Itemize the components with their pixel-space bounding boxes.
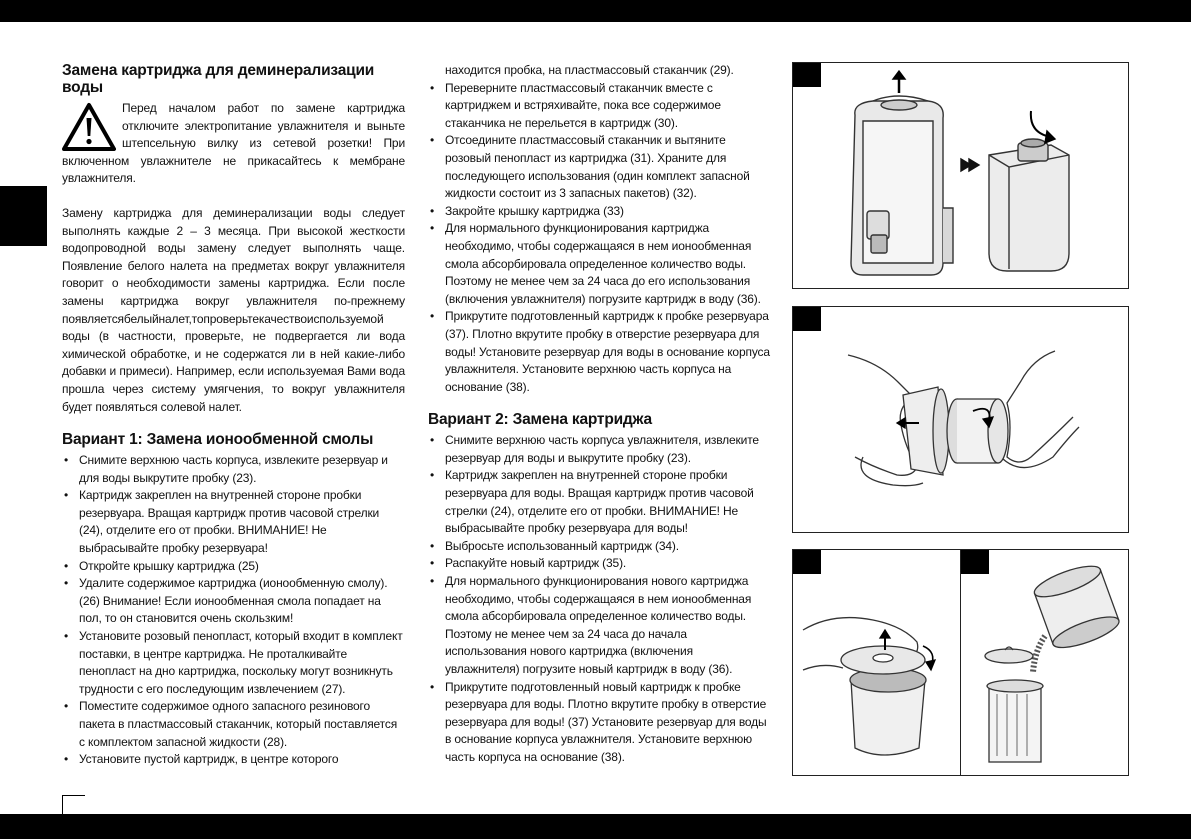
variant1-title: Вариант 1: Замена ионообменной смолы bbox=[62, 431, 374, 449]
figure-number-tag bbox=[793, 63, 821, 87]
list-item: • Закройте крышку картриджа (33) bbox=[428, 203, 770, 221]
figure-number-tag bbox=[961, 550, 989, 574]
list-item: • Снимите верхнюю часть корпуса, извлеките резервуар и для воды выкрутите пробку (23). bbox=[62, 452, 405, 487]
open-cartridge-lid-illustration bbox=[793, 550, 961, 775]
variant1-list-cont bbox=[428, 62, 770, 396]
hands-unscrewing-cartridge-illustration bbox=[793, 307, 1128, 532]
figure-pour-resin bbox=[960, 549, 1129, 776]
variant1-list bbox=[62, 452, 405, 769]
variant2-title: Вариант 2: Замена картриджа bbox=[428, 411, 652, 429]
figure-open-lid bbox=[792, 549, 962, 776]
side-tab-marker bbox=[0, 186, 47, 246]
list-item: • Снимите верхнюю часть корпуса увлажнителя, извлеките резервуар для воды и выкрутите пробку (23). bbox=[428, 432, 770, 467]
list-item: • Установите пустой картридж, в центре которого bbox=[62, 751, 405, 769]
list-item: • Прикрутите подготовленный новый картридж к пробке резервуара для воды. Плотно вкрутите пробку в отверстие резервуара для воды! (37) Установите резервуар для воды в основание корпуса увлажнителя. Установите верхнюю часть корпуса на основание (38). bbox=[428, 679, 770, 767]
list-item: • Для нормального функционирования картриджа необходимо, чтобы содержащаяся в нем ионообменная смола абсорбировала определенное количество воды. Поэтому не менее чем за 24 часа до его использования (включения увлажнителя) погрузите картридж в воду (36). bbox=[428, 220, 770, 308]
list-item: • Удалите содержимое картриджа (ионообменную смолу). (26) Внимание! Если ионообменная смола попадает на пол, то он становится очень скользким! bbox=[62, 575, 405, 628]
warning-block bbox=[62, 100, 405, 188]
left-column bbox=[62, 62, 405, 769]
figure-humidifier bbox=[792, 62, 1129, 289]
list-item: • Выбросьте использованный картридж (34). bbox=[428, 538, 770, 556]
body-paragraph: Замену картриджа для деминерализации воды следует выполнять каждые 2 – 3 месяца. При высокой жесткости водопроводной воды замену следует выполнять чаще. Появление белого налета на предметах вокруг увлажнителя говорит о необходимости замены картриджа. Если после замены картриджа вокруг увлажнителя по-прежнему появляетсябелыйналет,топроверьтекачествоиспользуемой воды (в частности, проверьте, не подвергается ли вода химической обработке, и не содержатся ли в ней какие-либо добавки и примеси). Например, если используемая Вами вода прошла через систему умягчения, то вокруг увлажнителя будет появляться солевой налет. bbox=[62, 205, 405, 414]
bottom-bar bbox=[0, 814, 1191, 839]
list-item: • Поместите содержимое одного запасного резинового пакета в пластмассовый стаканчик, который поставляется с комплектом запасной жидкости (28). bbox=[62, 698, 405, 751]
list-item: • Распакуйте новый картридж (35). bbox=[428, 555, 770, 573]
list-item: • Картридж закреплен на внутренней стороне пробки резервуара для воды. Вращая картридж против часовой стрелки (24), отделите его от пробки. ВНИМАНИЕ! Не выбрасывайте пробку резервуара для воды! bbox=[428, 467, 770, 537]
list-item: • Отсоедините пластмассовый стаканчик и вытяните розовый пенопласт из картриджа (31). Храните для последующего использования (один комплект запасной жидкости состоит из 3 запасных пакетов) (32). bbox=[428, 132, 770, 202]
crop-mark bbox=[62, 795, 85, 816]
list-item: • Откройте крышку картриджа (25) bbox=[62, 558, 405, 576]
figure-number-tag bbox=[793, 550, 821, 574]
list-item: • Прикрутите подготовленный картридж к пробке резервуара (37). Плотно вкрутите пробку в отверстие резервуара для воды! Установите резервуар для воды в основание корпуса увлажнителя. Установите верхнюю часть корпуса на основание (38). bbox=[428, 308, 770, 396]
list-item: • Для нормального функционирования нового картриджа необходимо, чтобы содержащаяся в нем ионообменная смола абсорбировала определенное количество воды. Поэтому не менее чем за 24 часа до начала использования нового картриджа (включения увлажнителя) погрузите новый картридж в воду (36). bbox=[428, 573, 770, 679]
figure-number-tag bbox=[793, 307, 821, 331]
figure-unscrew bbox=[792, 306, 1129, 533]
warning-text: Перед началом работ по замене картриджа отключите электропитание увлажнителя и выньте штепсельную вилку из сетевой розетки! При включенном увлажнителе не прикасайтесь к мембране увлажнителя. bbox=[62, 101, 405, 186]
top-bar bbox=[0, 0, 1191, 22]
pour-resin-illustration bbox=[961, 550, 1128, 775]
list-item: • Установите розовый пенопласт, который входит в комплект поставки, в центре картриджа. Не проталкивайте пенопласт на дно картриджа, поскольку могут возникнуть трудности с его последующим извлечением (27). bbox=[62, 628, 405, 698]
list-item: • Картридж закреплен на внутренней стороне пробки резервуара. Вращая картридж против часовой стрелки (24), отделите его от пробки. ВНИМАНИЕ! Не выбрасывайте пробку резервуара! bbox=[62, 487, 405, 557]
list-item: • Переверните пластмассовый стаканчик вместе с картриджем и встряхивайте, пока все содержимое стаканчика не перельется в картридж (30). bbox=[428, 80, 770, 133]
variant2-list bbox=[428, 432, 770, 766]
middle-column bbox=[428, 62, 770, 767]
humidifier-top-removal-illustration bbox=[793, 63, 1128, 288]
warning-triangle-icon bbox=[62, 102, 116, 152]
list-item-continuation: находится пробка, на пластмассовый стаканчик (29). bbox=[445, 63, 734, 77]
section-title: Замена картриджа для деминерализации воды bbox=[62, 62, 375, 96]
